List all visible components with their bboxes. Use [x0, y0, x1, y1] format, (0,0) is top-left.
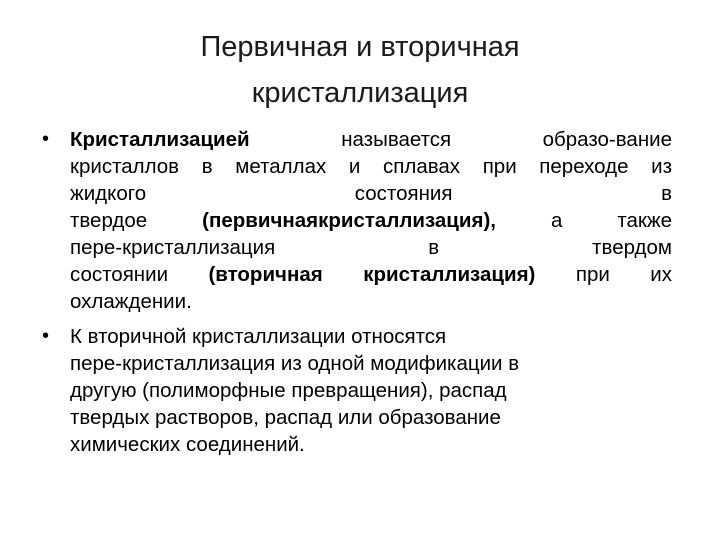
bullet-item-secondary	[42, 323, 672, 458]
word: также	[617, 209, 672, 232]
text-line: другую (полиморфные превращения), распад	[70, 379, 507, 402]
text-line	[70, 207, 672, 234]
word: в	[661, 182, 672, 205]
text-line	[70, 180, 672, 207]
text-line	[70, 234, 672, 261]
slide-title	[0, 24, 720, 116]
word: в	[428, 236, 440, 259]
text-line: химических соединений.	[70, 433, 305, 456]
text-line	[70, 126, 672, 153]
word: называется	[341, 128, 452, 151]
text-line: твердых растворов, распад или образование	[70, 406, 501, 429]
word: сплавах	[383, 155, 461, 178]
word: твердое	[70, 209, 148, 232]
word: состоянии	[70, 263, 169, 286]
word: и	[348, 155, 361, 178]
word: в	[201, 155, 213, 178]
word: образо-вание	[542, 128, 672, 151]
word: кристаллов	[70, 155, 180, 178]
term-crystallization-secondary: кристаллизация)	[363, 263, 536, 286]
bullet-item-definition	[42, 126, 672, 315]
word: при	[482, 155, 517, 178]
term-primary-crystallization: (первичнаякристаллизация),	[202, 209, 496, 232]
word: их	[650, 263, 672, 286]
bullet-icon: •	[42, 128, 50, 150]
word: а	[550, 209, 563, 232]
word: состояния	[354, 182, 453, 205]
text-line: охлаждении.	[70, 290, 192, 313]
text-line: пере-кристаллизация из одной модификации в	[70, 352, 520, 375]
term-secondary: (вторичная	[208, 263, 323, 286]
bullet-list	[42, 126, 672, 458]
word: при	[575, 263, 610, 286]
text-line	[70, 261, 672, 288]
word: жидкого	[70, 182, 147, 205]
word: пере-кристаллизация	[70, 236, 276, 259]
text-line: К вторичной кристаллизации относятся	[70, 325, 447, 348]
title-line-2: кристаллизация	[251, 77, 469, 109]
word: металлах	[235, 155, 327, 178]
word: твердом	[592, 236, 672, 259]
word: из	[651, 155, 672, 178]
term-crystallization: Кристаллизацией	[70, 128, 250, 151]
title-line-1: Первичная и вторичная	[200, 31, 520, 63]
bullet-icon: •	[42, 325, 50, 347]
text-line	[70, 153, 672, 180]
word: переходе	[539, 155, 629, 178]
